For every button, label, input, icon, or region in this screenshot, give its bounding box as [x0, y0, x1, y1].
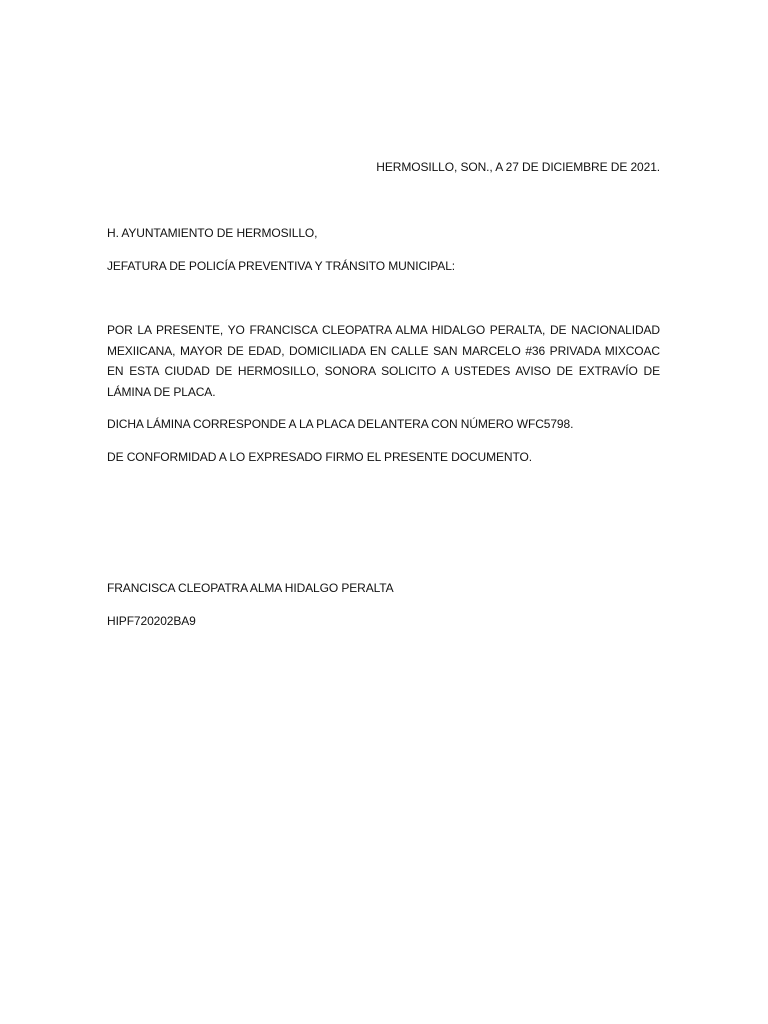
addressee-line-1: H. AYUNTAMIENTO DE HERMOSILLO, — [107, 226, 318, 240]
date-line: HERMOSILLO, SON., A 27 DE DICIEMBRE DE 2021. — [376, 160, 660, 174]
body-paragraph-2: DICHA LÁMINA CORRESPONDE A LA PLACA DELANTERA CON NÚMERO WFC5798. — [107, 417, 574, 431]
signature-name: FRANCISCA CLEOPATRA ALMA HIDALGO PERALTA — [107, 581, 394, 595]
body-paragraph-3: DE CONFORMIDAD A LO EXPRESADO FIRMO EL PRESENTE DOCUMENTO. — [107, 450, 532, 464]
addressee-line-2: JEFATURA DE POLICÍA PREVENTIVA Y TRÁNSITO MUNICIPAL: — [107, 259, 456, 273]
body-paragraph-1: POR LA PRESENTE, YO FRANCISCA CLEOPATRA ALMA HIDALGO PERALTA, DE NACIONALIDAD MEXIICANA, MAYOR DE EDAD, DOMICILIADA EN CALLE SAN MARCELO #36 PRIVADA MIXCOAC EN ESTA CIUDAD DE HERMOSILLO, SONORA SOLICITO A USTEDES AVISO DE EXTRAVÍO DE LÁMINA DE PLACA. — [107, 323, 660, 399]
signature-rfc: HIPF720202BA9 — [107, 614, 196, 628]
